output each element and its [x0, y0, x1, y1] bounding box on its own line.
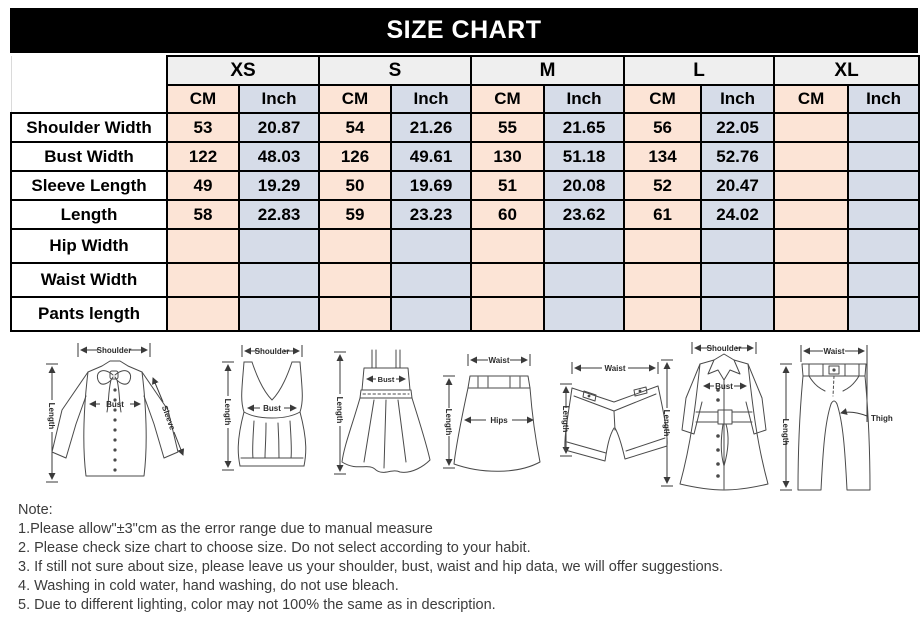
size-cell[interactable]: 134 — [624, 142, 701, 171]
size-cell[interactable] — [391, 229, 471, 263]
size-cell[interactable] — [701, 263, 774, 297]
shorts-outline — [565, 386, 667, 461]
size-cell[interactable]: 52.76 — [701, 142, 774, 171]
size-cell[interactable] — [544, 263, 624, 297]
size-cell[interactable] — [471, 297, 544, 331]
size-cell[interactable] — [391, 297, 471, 331]
size-cell[interactable]: 50 — [319, 171, 391, 200]
size-cell[interactable] — [848, 171, 919, 200]
size-cell[interactable] — [624, 263, 701, 297]
blouse-length-label: Length — [47, 402, 56, 430]
size-cell[interactable]: 61 — [624, 200, 701, 229]
size-cell[interactable] — [544, 229, 624, 263]
blouse-sleeve-label: Sleeve — [159, 404, 178, 432]
blouse-shoulder-label: Shoulder — [96, 346, 132, 355]
size-cell[interactable] — [544, 297, 624, 331]
size-cell[interactable]: 130 — [471, 142, 544, 171]
pants-diagram — [775, 342, 903, 494]
unit-header-inch[interactable]: Inch — [239, 85, 319, 113]
size-cell[interactable]: 126 — [319, 142, 391, 171]
row-label-pants-length[interactable]: Pants length — [11, 297, 167, 331]
size-cell[interactable]: 19.29 — [239, 171, 319, 200]
size-cell[interactable] — [167, 297, 239, 331]
tank-outline — [238, 362, 306, 466]
note-line-5: 5. Due to different lighting, color may not 100% the same as in description. — [18, 597, 496, 613]
unit-header-cm[interactable]: CM — [471, 85, 544, 113]
size-cell[interactable] — [624, 229, 701, 263]
size-cell[interactable]: 56 — [624, 113, 701, 142]
size-cell[interactable] — [774, 200, 848, 229]
size-cell[interactable]: 22.05 — [701, 113, 774, 142]
dress-length-label: Length — [335, 396, 344, 424]
page-title: SIZE CHART — [386, 16, 542, 44]
size-cell[interactable] — [848, 229, 919, 263]
size-cell[interactable] — [774, 142, 848, 171]
size-cell[interactable]: 52 — [624, 171, 701, 200]
tank-bust-label: Bust — [263, 404, 281, 413]
size-cell[interactable]: 58 — [167, 200, 239, 229]
unit-header-cm[interactable]: CM — [624, 85, 701, 113]
tank-top-diagram — [218, 342, 326, 490]
size-header-xs[interactable]: XS — [167, 56, 319, 85]
skirt-length-label: Length — [444, 408, 453, 436]
size-cell[interactable]: 59 — [319, 200, 391, 229]
shorts-diagram — [558, 358, 670, 480]
coat-diagram — [658, 340, 790, 492]
tank-shoulder-label: Shoulder — [254, 347, 290, 356]
skirt-dimension-lines — [443, 354, 533, 468]
size-cell[interactable] — [167, 229, 239, 263]
size-cell[interactable]: 23.62 — [544, 200, 624, 229]
size-cell[interactable] — [774, 297, 848, 331]
size-cell[interactable] — [624, 297, 701, 331]
size-cell[interactable] — [774, 113, 848, 142]
coat-outline — [680, 354, 768, 490]
note-section — [18, 501, 918, 615]
size-cell[interactable]: 23.23 — [391, 200, 471, 229]
size-cell[interactable]: 22.83 — [239, 200, 319, 229]
size-cell[interactable]: 20.87 — [239, 113, 319, 142]
size-cell[interactable]: 53 — [167, 113, 239, 142]
unit-header-inch[interactable]: Inch — [391, 85, 471, 113]
size-cell[interactable] — [239, 229, 319, 263]
size-cell[interactable] — [701, 297, 774, 331]
cami-dress-diagram — [330, 342, 442, 490]
size-cell[interactable]: 24.02 — [701, 200, 774, 229]
shorts-length-label: Length — [561, 405, 570, 433]
unit-header-inch[interactable]: Inch — [544, 85, 624, 113]
coat-length-label: Length — [662, 409, 671, 437]
size-header-m[interactable]: M — [471, 56, 624, 85]
pants-outline — [798, 364, 870, 490]
note-heading: Note: — [18, 502, 53, 518]
size-cell[interactable] — [391, 263, 471, 297]
size-cell[interactable] — [848, 113, 919, 142]
size-cell[interactable]: 21.65 — [544, 113, 624, 142]
unit-header-inch[interactable]: Inch — [848, 85, 919, 113]
row-label-length[interactable]: Length — [11, 200, 167, 229]
size-chart-table — [10, 55, 920, 332]
size-cell[interactable]: 19.69 — [391, 171, 471, 200]
pants-length-label: Length — [781, 418, 790, 446]
row-label-shoulder-width[interactable]: Shoulder Width — [11, 113, 167, 142]
size-header-l[interactable]: L — [624, 56, 774, 85]
blouse-bust-label: Bust — [106, 400, 124, 409]
row-label-waist-width[interactable]: Waist Width — [11, 263, 167, 297]
note-line-4: 4. Washing in cold water, hand washing, do not use bleach. — [18, 578, 399, 594]
coat-dimension-lines — [661, 342, 756, 486]
skirt-hips-label: Hips — [490, 416, 508, 425]
pants-waist-label: Waist — [823, 347, 845, 356]
pants-thigh-label: Thigh — [871, 414, 893, 423]
title-bar — [10, 8, 918, 53]
size-cell[interactable] — [774, 171, 848, 200]
size-cell[interactable] — [701, 229, 774, 263]
unit-header-inch[interactable]: Inch — [701, 85, 774, 113]
row-label-sleeve-length[interactable]: Sleeve Length — [11, 171, 167, 200]
note-line-1: 1.Please allow"±3"cm as the error range due to manual measure — [18, 521, 433, 537]
size-cell[interactable]: 21.26 — [391, 113, 471, 142]
size-cell[interactable]: 49 — [167, 171, 239, 200]
blouse-diagram — [38, 340, 210, 492]
size-cell[interactable] — [471, 263, 544, 297]
note-line-2: 2. Please check size chart to choose size. Do not select according to your habit. — [18, 540, 531, 556]
size-cell[interactable] — [239, 263, 319, 297]
garment-diagrams — [10, 340, 918, 494]
size-cell[interactable] — [319, 229, 391, 263]
size-cell[interactable]: 20.47 — [701, 171, 774, 200]
dress-outline — [342, 350, 430, 472]
row-label-hip-width[interactable]: Hip Width — [11, 229, 167, 263]
tank-length-label: Length — [223, 398, 232, 426]
dress-bust-label: Bust — [377, 375, 395, 384]
size-header-s[interactable]: S — [319, 56, 471, 85]
size-cell[interactable] — [848, 297, 919, 331]
size-cell[interactable]: 54 — [319, 113, 391, 142]
size-cell[interactable] — [239, 297, 319, 331]
unit-header-cm[interactable]: CM — [167, 85, 239, 113]
size-cell[interactable] — [167, 263, 239, 297]
coat-bust-label: Bust — [715, 382, 733, 391]
size-cell[interactable] — [848, 142, 919, 171]
blouse-outline — [52, 361, 178, 476]
row-label-bust-width[interactable]: Bust Width — [11, 142, 167, 171]
corner-cell[interactable] — [11, 56, 167, 113]
size-cell[interactable] — [848, 263, 919, 297]
unit-header-cm[interactable]: CM — [319, 85, 391, 113]
size-cell[interactable] — [774, 263, 848, 297]
size-cell[interactable]: 60 — [471, 200, 544, 229]
size-cell[interactable]: 49.61 — [391, 142, 471, 171]
size-cell[interactable]: 51 — [471, 171, 544, 200]
shorts-waist-label: Waist — [604, 364, 626, 373]
size-cell[interactable]: 20.08 — [544, 171, 624, 200]
size-cell[interactable]: 122 — [167, 142, 239, 171]
size-cell[interactable]: 55 — [471, 113, 544, 142]
size-cell[interactable] — [319, 297, 391, 331]
size-cell[interactable] — [319, 263, 391, 297]
size-cell[interactable] — [774, 229, 848, 263]
unit-header-cm[interactable]: CM — [774, 85, 848, 113]
note-line-3: 3. If still not sure about size, please leave us your shoulder, bust, waist and hip data, we will offer suggestions. — [18, 559, 723, 575]
skirt-waist-label: Waist — [488, 356, 510, 365]
tank-dimension-lines — [222, 345, 302, 470]
size-header-xl[interactable]: XL — [774, 56, 919, 85]
size-cell[interactable]: 48.03 — [239, 142, 319, 171]
size-cell[interactable]: 51.18 — [544, 142, 624, 171]
size-cell[interactable] — [848, 200, 919, 229]
size-cell[interactable] — [471, 229, 544, 263]
coat-shoulder-label: Shoulder — [706, 344, 742, 353]
skirt-diagram — [440, 350, 552, 484]
